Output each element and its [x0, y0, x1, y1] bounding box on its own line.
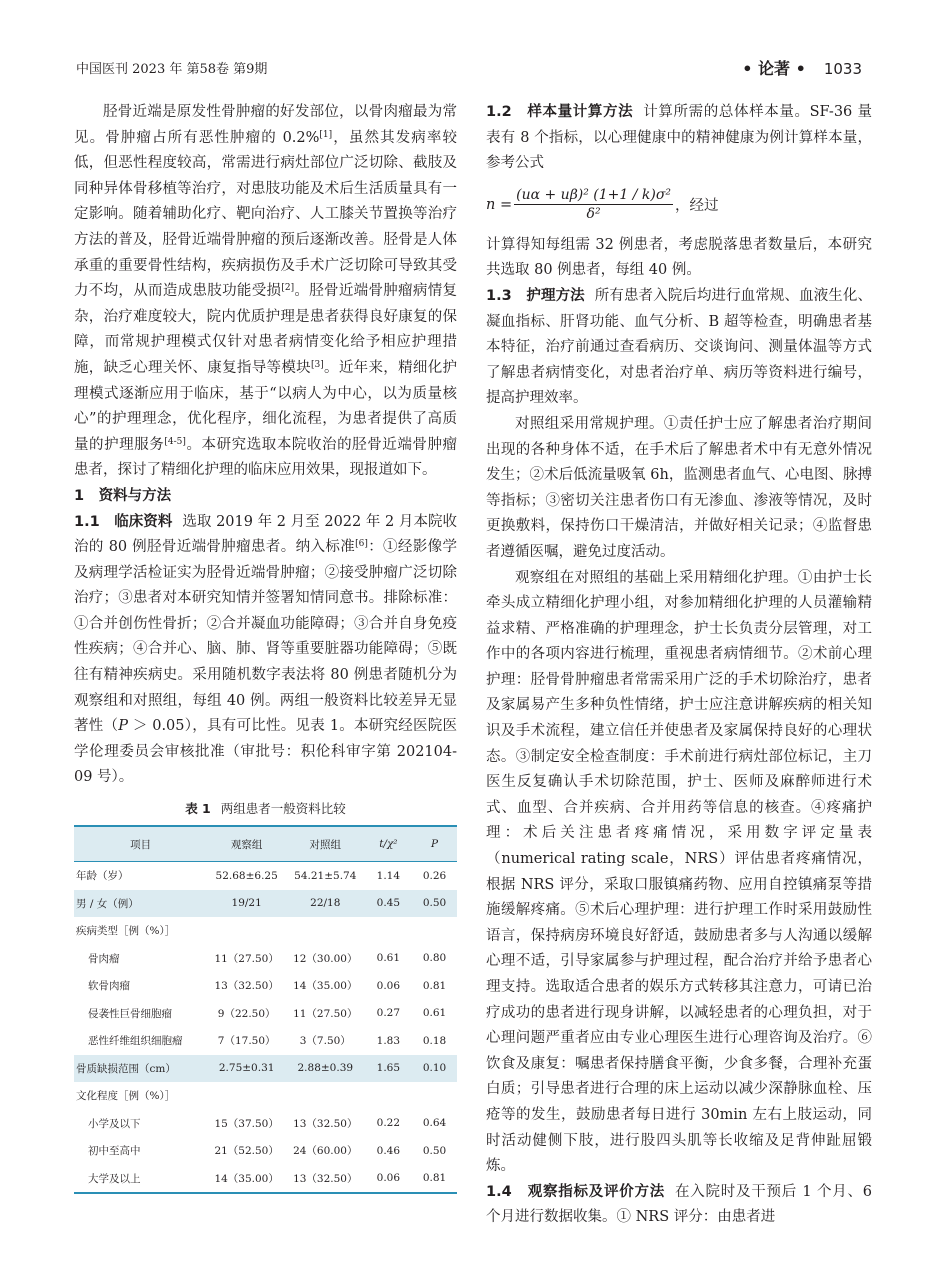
cell-observation: 9（22.50） — [217, 1007, 276, 1020]
cell-statistic: 1.65 — [365, 1055, 413, 1083]
intro-text-3: 。胫骨近端骨肿瘤病情复杂，治疗难度较大，院内优质护理是患者获得良好康复的保障，而常规护理模式仅针对患者病情变化给予相应护理措施，缺乏心理关怀、康复指导等模块 — [74, 283, 458, 376]
th-item: 项目 — [74, 826, 207, 862]
section-1-3-heading: 1.3 护理方法 — [486, 287, 585, 304]
s14-text-a: 在入院时及干预后 1 个月、6 个月进行数据收集。① NRS 评分：由患者进 — [486, 1183, 873, 1226]
cell-item: 软骨肉瘤 — [88, 980, 130, 993]
cell-item: 大学及以上 — [74, 1165, 207, 1194]
ref-4-5: [4-5] — [164, 436, 186, 447]
cell-control: 14（35.00） — [293, 980, 358, 993]
table-row — [74, 1165, 457, 1194]
th-p: P — [412, 826, 457, 862]
table-title — [74, 799, 457, 817]
table-1 — [74, 799, 457, 1194]
intro-text-4: 。近年来，精细化护理模式逐渐应用于临床，基于“以病人为中心，以为质量核心”的护理理念，优化程序，细化流程，为患者提供了高质量的护理服务 — [74, 359, 458, 453]
table-row — [74, 917, 457, 945]
cell-item: 骨质缺损范围（cm） — [74, 1055, 207, 1083]
cell-item: 文化程度［例（%）］ — [76, 1090, 176, 1103]
table-number: 表 1 — [185, 801, 211, 817]
section-1-2-paragraph-b: 计算得知每组需 32 例患者，考虑脱落患者数量后，本研究共选取 80 例患者，每组 40 例。 — [486, 236, 872, 279]
s11-text-a: 选取 2019 年 2 月至 2022 年 2 月本院收治的 80 例胫骨近端骨肿瘤患者。纳入标准 — [74, 513, 457, 556]
cell-statistic — [365, 1082, 413, 1110]
section-1-1-heading: 1.1 临床资料 — [74, 513, 173, 530]
section-1-4-paragraph — [486, 1180, 872, 1231]
table-row — [74, 862, 457, 890]
ref-2: [2] — [281, 283, 295, 294]
baseline-table — [74, 825, 457, 1194]
cell-observation — [207, 917, 286, 945]
right-column — [486, 100, 872, 1231]
cell-p-value: 0.10 — [412, 1055, 457, 1083]
cell-control: 24（60.00） — [293, 1145, 358, 1158]
cell-p-value: 0.81 — [422, 979, 447, 992]
cell-statistic: 0.06 — [376, 979, 401, 992]
table-caption: 两组患者一般资料比较 — [220, 801, 346, 817]
cell-item: 恶性纤维组织细胞瘤 — [88, 1035, 183, 1048]
cell-p-value: 0.80 — [422, 952, 447, 965]
table-header-row — [74, 826, 457, 862]
cell-control: 3（7.50） — [299, 1035, 351, 1048]
cell-p-value: 0.18 — [422, 1034, 447, 1047]
left-column — [74, 100, 457, 1194]
sample-size-formula — [514, 187, 673, 222]
cell-p-value: 0.50 — [412, 890, 457, 918]
cell-item: 男 / 女（例） — [74, 890, 207, 918]
section-1-2-paragraph-a — [486, 100, 872, 177]
cell-p-value: 0.81 — [412, 1165, 457, 1194]
formula-denominator: δ² — [586, 206, 601, 223]
s12-text-a: 计算所需的总体样本量。SF-36 量表有 8 个指标，以心理健康中的精神健康为例计算样本量，参考公式 — [486, 104, 872, 172]
cell-observation: 13（32.50） — [214, 980, 279, 993]
cell-observation: 14（35.00） — [207, 1165, 286, 1194]
table-row — [74, 890, 457, 918]
page-number: 1033 — [823, 60, 862, 78]
section-1-3-paragraph — [486, 284, 872, 412]
cell-statistic: 0.06 — [365, 1165, 413, 1194]
sample-size-formula-line — [486, 177, 872, 233]
cell-item: 侵袭性巨骨细胞瘤 — [88, 1007, 172, 1020]
cell-control: 2.88±0.39 — [286, 1055, 365, 1083]
table-row — [74, 945, 457, 973]
table-body — [74, 862, 457, 1194]
cell-item: 小学及以下 — [88, 1117, 141, 1130]
s13-text-a: 所有患者入院后均进行血常规、血液生化、凝血指标、肝肾功能、血气分析、B 超等检查，明确患者基本特征，治疗前通过查看病历、交谈询问、测量体温等方式了解患者病情变化，对患者治疗单、病历等资料进行编号，提高护理效率。 — [486, 287, 872, 407]
cell-statistic: 0.22 — [376, 1117, 401, 1130]
cell-statistic: 0.45 — [365, 890, 413, 918]
intro-text-5: 。本研究选取本院收治的胫骨近端骨肿瘤患者，探讨了精细化护理的临床应用效果，现报道如下。 — [74, 436, 458, 479]
table-row — [74, 1082, 457, 1110]
cell-observation: 52.68±6.25 — [215, 869, 278, 882]
cell-p-value — [412, 917, 457, 945]
cell-observation: 19/21 — [207, 890, 286, 918]
cell-statistic: 0.61 — [376, 952, 401, 965]
cell-p-value: 0.50 — [422, 1144, 447, 1157]
s12-text-b: ，经过 — [675, 198, 719, 215]
cell-statistic: 0.46 — [376, 1144, 401, 1157]
cell-control — [286, 917, 365, 945]
section-label: • 论著 • — [742, 59, 806, 78]
page-header — [76, 56, 862, 86]
ref-3: [3] — [310, 359, 324, 370]
cell-item: 骨肉瘤 — [88, 952, 120, 965]
cell-control: 54.21±5.74 — [294, 869, 357, 882]
cell-control: 13（32.50） — [286, 1165, 365, 1194]
intro-text-1: 胫骨近端是原发性骨肿瘤的好发部位，以骨肉瘤最为常见。骨肿瘤占所有恶性肿瘤的 0.2% — [74, 104, 457, 146]
header-right — [742, 56, 862, 79]
cell-observation: 11（27.50） — [214, 952, 279, 965]
p-symbol: P — [118, 718, 129, 735]
table-row — [74, 1027, 457, 1055]
cell-item: 年龄（岁） — [76, 870, 129, 883]
table-row — [74, 972, 457, 1000]
cell-control: 22/18 — [286, 890, 365, 918]
section-1-4-heading: 1.4 观察指标及评价方法 — [486, 1183, 666, 1200]
cell-control: 11（27.50） — [293, 1007, 358, 1020]
observation-group-paragraph: 观察组在对照组的基础上采用精细化护理。①由护士长牵头成立精细化护理小组，对参加精细化护理的人员灌输精益求精、严格准确的护理理念，护士长负责分层管理，对工作中的各项内容进行梳理，重视患者病情细节。②术前心理护理：胫骨骨肿瘤患者常需采用广泛的手术切除治疗，患者及家属易产生多种负性情绪，护士应注意讲解疾病的相关知识及手术流程，建立信任并使患者及家属保持良好的心理状态。③制定安全检查制度：手术前进行病灶部位标记，主刀医生反复确认手术切除范围，护士、医师及麻醉师进行术式、血型、合并疾病、合并用药等信息的核查。④疼痛护理：术后关注患者疼痛情况，采用数字评定量表（numerical rating scale，NRS）评估患者疼痛情况，根据 NRS 评分，采取口服镇痛药物、应用自控镇痛泵等措施缓解疼痛。⑤术后心理护理：进行护理工作时采用鼓励性语言，保持病房环境良好舒适，鼓励患者多与人沟通以缓解心理不适，引导家属参与护理过程，配合治疗并给予患者心理支持。选取适合患者的娱乐方式转移其注意力，可请已治疗成功的患者进行现身讲解，以减轻患者的心理负担，对于心理问题严重者应由专业心理医生进行心理咨询及治疗。⑥饮食及康复：嘱患者保持膳食平衡，少食多餐，合理补充蛋白质；引导患者进行合理的床上运动以减少深静脉血栓、压疮等的发生，鼓励患者每日进行 30min 左右上肢运动，同时活动健侧下肢，进行股四头肌等长收缩及足背伸趾屈锻炼。 — [486, 569, 872, 1175]
cell-p-value: 0.26 — [422, 869, 447, 882]
intro-text-2: ，虽然其发病率较低，但恶性程度较高，常需进行病灶部位广泛切除、截肢及同种异体骨移植等治疗，对患肢功能及术后生活质量具有一定影响。随着辅助化疗、靶向治疗、人工膝关节置换等治疗方法的普及，胫骨近端骨肿瘤的预后逐渐改善。胫骨是人体承重的重要骨性结构，疾病损伤及手术广泛切除可导致其受力不均，从而造成患肢功能受损 — [74, 129, 458, 300]
journal-info: 中国医刊 2023 年 第58卷 第9期 — [76, 62, 268, 77]
s11-text-c: ＞ 0.05），具有可比性。见表 1。本研究经医院医学伦理委员会审核批准（审批号：积伦科审字第 202104-09 号）。 — [74, 718, 458, 786]
cell-p-value: 0.61 — [422, 1007, 447, 1020]
ref-1: [1] — [319, 129, 333, 140]
th-observation: 观察组 — [207, 826, 286, 862]
cell-observation: 2.75±0.31 — [207, 1055, 286, 1083]
section-1-title: 1 资料与方法 — [74, 487, 172, 504]
cell-observation — [207, 1082, 286, 1110]
control-group-paragraph: 对照组采用常规护理。①责任护士应了解患者治疗期间出现的各种身体不适，在手术后了解患者术中有无意外情况发生；②术后低流量吸氧 6h，监测患者血气、心电图、脉搏等指标；③密切关注患者伤口有无渗血、渗液等情况，及时更换敷料，保持伤口干燥清洁，并做好相关记录；④监督患者遵循医嘱，避免过度活动。 — [486, 415, 872, 560]
cell-p-value — [412, 1082, 457, 1110]
section-1-1-paragraph — [74, 510, 457, 792]
cell-p-value: 0.64 — [422, 1117, 447, 1130]
cell-item: 初中至高中 — [88, 1145, 141, 1158]
cell-observation: 21（52.50） — [214, 1145, 279, 1158]
table-row — [74, 1055, 457, 1083]
table-row — [74, 1000, 457, 1028]
intro-paragraph — [74, 100, 457, 484]
cell-control — [286, 1082, 365, 1110]
table-row — [74, 1110, 457, 1138]
formula-numerator: (uα + uβ)² (1+1 / k)σ² — [516, 187, 672, 204]
cell-control: 13（32.50） — [293, 1117, 358, 1130]
table-row — [74, 1137, 457, 1165]
cell-statistic: 1.83 — [376, 1034, 401, 1047]
section-1-2-heading: 1.2 样本量计算方法 — [486, 104, 634, 120]
cell-observation: 7（17.50） — [217, 1035, 276, 1048]
cell-statistic — [365, 917, 413, 945]
cell-control: 12（30.00） — [293, 952, 358, 965]
cell-statistic: 1.14 — [376, 869, 401, 882]
cell-statistic: 0.27 — [376, 1007, 401, 1020]
cell-item: 疾病类型［例（%）］ — [76, 925, 176, 938]
s11-text-b: ：①经影像学及病理学活检证实为胫骨近端骨肿瘤；②接受肿瘤广泛切除治疗；③患者对本研究知情并签署知情同意书。排除标准：①合并创伤性骨折；②合并凝血功能障碍；③合并自身免疫性疾病；④合并心、脑、肺、肾等重要脏器功能障碍；⑤既往有精神疾病史。采用随机数字表法将 80 例患者随机分为观察组和对照组，每组 40 例。两组一般资料比较差异无显著性（ — [74, 539, 458, 735]
cell-observation: 15（37.50） — [214, 1117, 279, 1130]
ref-6: [6] — [355, 539, 368, 550]
th-t-chi: t/χ² — [365, 826, 413, 862]
formula-lhs: n = — [486, 196, 513, 213]
th-control: 对照组 — [286, 826, 365, 862]
